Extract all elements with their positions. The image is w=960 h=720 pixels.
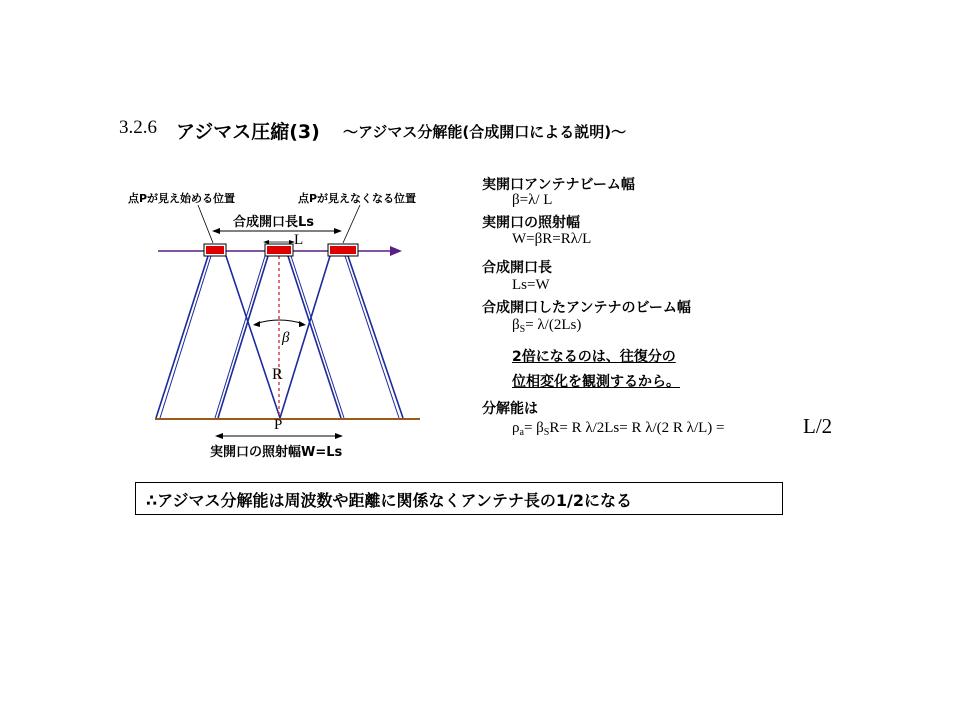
synthetic-beam-heading: 合成開口したアンテナのビーム幅: [482, 300, 691, 316]
illumination-heading: 実開口の照射幅: [482, 215, 580, 231]
real-beam-equation: β=λ/ L: [512, 192, 553, 208]
resolution-result: L/2: [803, 414, 833, 438]
illumination-equation: W=βR=Rλ/L: [512, 231, 592, 247]
beam-left-outer: [156, 256, 208, 418]
label-point-p: P: [274, 417, 283, 433]
pointer-end: [343, 205, 360, 243]
beam-center-right: [288, 256, 341, 418]
antenna-start: [204, 244, 226, 256]
synthetic-beam-equation: $\beta_S= \lambda/(2Ls)$: [512, 317, 582, 335]
conclusion-box: [135, 482, 783, 515]
synthetic-length-equation: Ls=W: [512, 277, 550, 293]
label-antenna-length: L: [294, 232, 304, 248]
pointer-start: [198, 205, 213, 243]
label-range: R: [272, 366, 283, 383]
note-line-2: 位相変化を観測するから。: [512, 374, 680, 390]
label-beta: β: [282, 330, 290, 346]
resolution-equation: $\rho_a= \beta_SR= R$ λ/2Ls= R λ/(2 R λ/L) =: [512, 420, 725, 438]
real-beam-heading: 実開口アンテナビーム幅: [482, 177, 635, 193]
label-start-position: 点Pが見え始める位置: [128, 192, 236, 205]
label-illumination-width: 実開口の照射幅W=Ls: [210, 445, 343, 460]
flight-direction-arrowhead: [390, 246, 402, 256]
beam-left-inner: [226, 256, 280, 418]
page-subtitle: ～アジマス分解能(合成開口による説明)～: [343, 123, 627, 141]
antenna-end: [328, 244, 358, 256]
beam-center-left: [218, 256, 268, 418]
section-number: 3.2.6: [119, 117, 157, 138]
resolution-heading: 分解能は: [482, 401, 538, 417]
conclusion-text: ∴アジマス分解能は周波数や距離に関係なくアンテナ長の1/2になる: [146, 491, 632, 510]
page-title: アジマス圧縮(3): [176, 121, 320, 143]
antenna-center: [265, 244, 293, 256]
label-synthetic-length: 合成開口長Ls: [233, 215, 315, 230]
beam-right-outer: [348, 256, 403, 418]
note-line-1: 2倍になるのは、往復分の: [512, 349, 676, 365]
label-end-position: 点Pが見えなくなる位置: [298, 192, 417, 205]
synthetic-length-heading: 合成開口長: [482, 260, 552, 276]
